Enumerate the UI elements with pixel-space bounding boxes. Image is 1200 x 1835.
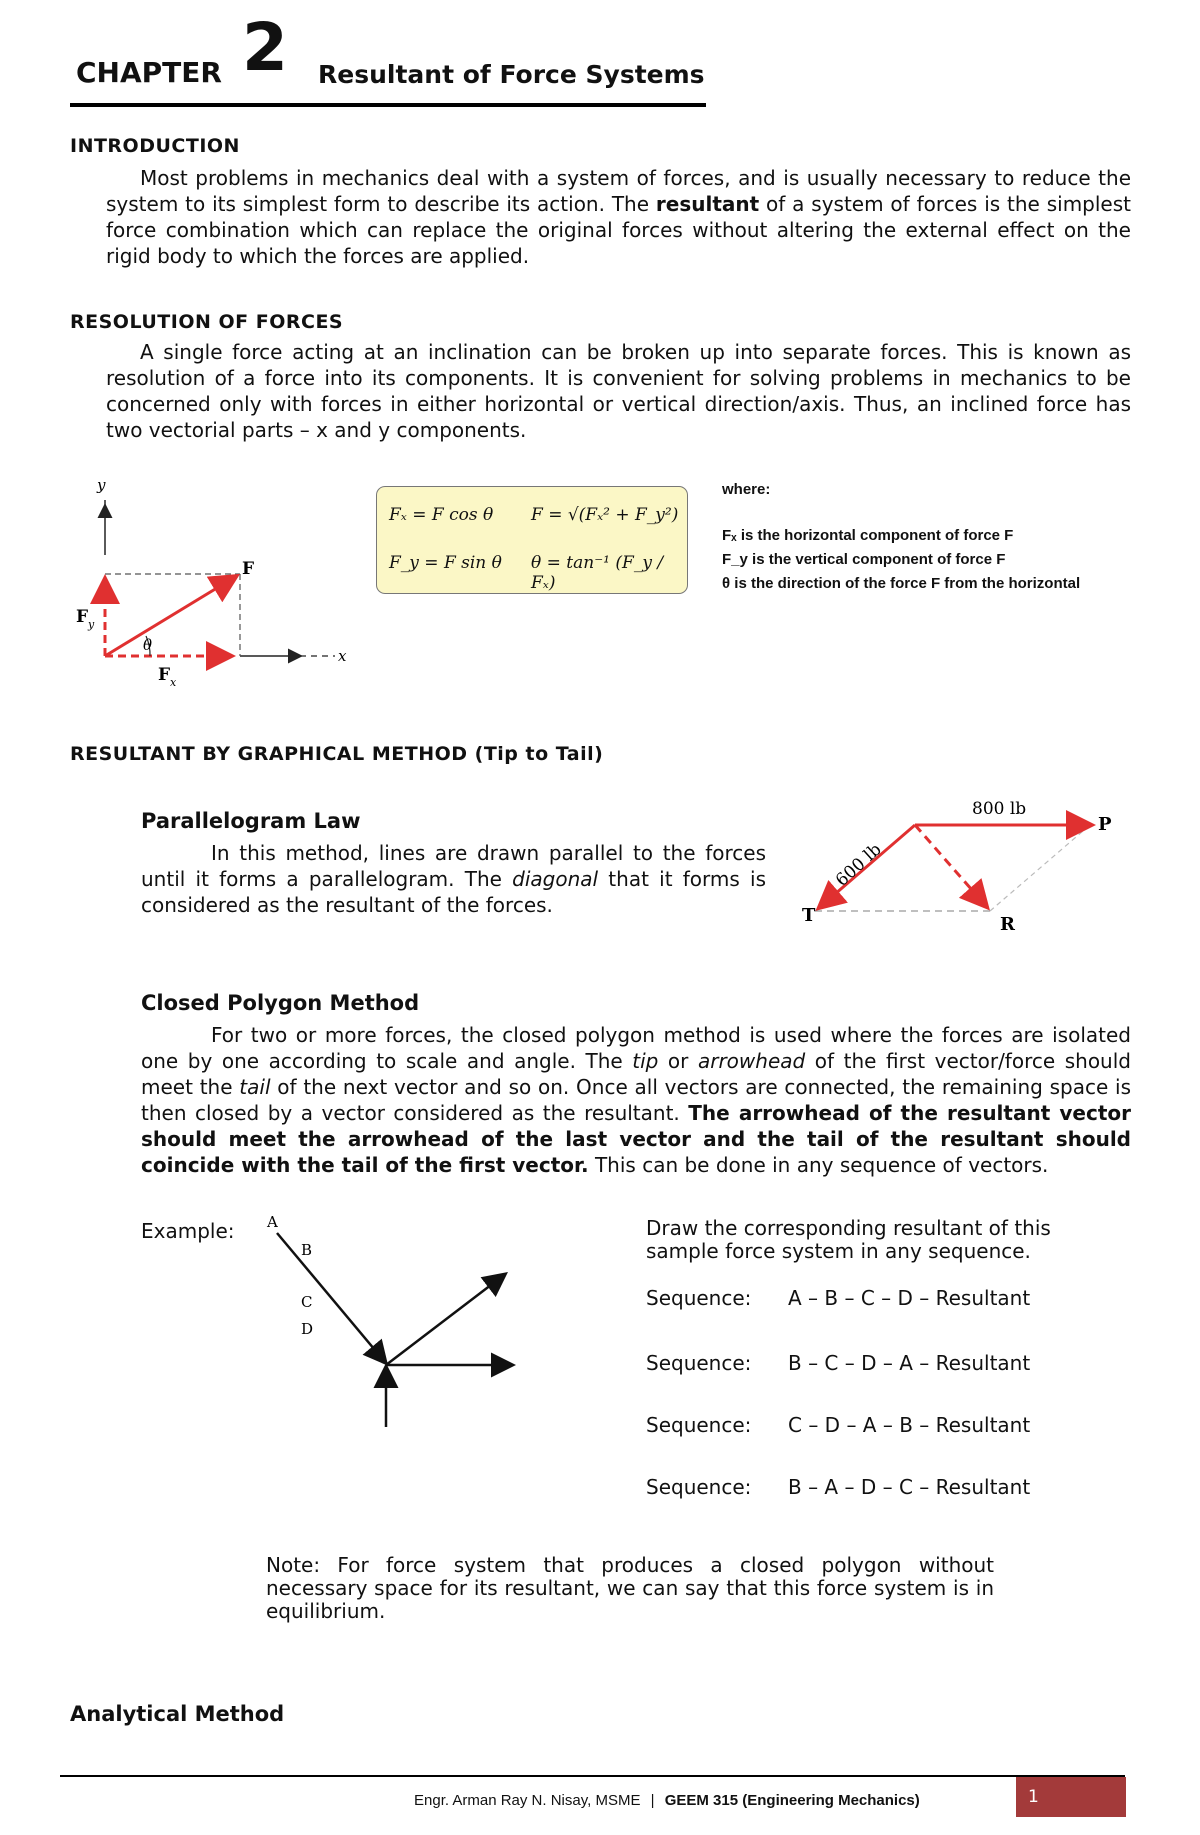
svg-text:y: y <box>88 618 95 631</box>
resolution-diagram <box>70 470 370 690</box>
svg-text:x: x <box>170 676 177 689</box>
label-a: A <box>267 1213 278 1231</box>
sequence-value: A – B – C – D – Resultant <box>788 1286 1031 1310</box>
footer-rule <box>60 1775 1125 1777</box>
vector-b <box>386 1275 504 1365</box>
chapter-word: CHAPTER <box>76 56 222 89</box>
footer-separator: | <box>650 1792 655 1809</box>
force-vector <box>105 577 235 656</box>
header-rule <box>70 103 706 107</box>
polygon-title: Closed Polygon Method <box>141 991 420 1015</box>
intro-heading: INTRODUCTION <box>70 135 240 157</box>
label-d: D <box>301 1320 314 1338</box>
where-line-3: θ is the direction of the force F from the horizontal <box>722 575 1081 592</box>
polygon-text: For two or more forces, the closed polygon method is used where the forces are isolated one by one according to scale and angle. The tip or arrowhead of the first vector/force should meet the tail of the next vector and so on. Once all vectors are connected, the remaining space is then closed by a vector considered as the resultant. The arrowhead of the resultant vector should meet the arrowhead of the last vector and the tail of the resultant should coincide with the tail of the first vector. This can be done in any sequence of vectors. <box>141 1023 1131 1177</box>
resultant-r <box>915 825 986 906</box>
label-b: B <box>301 1241 313 1259</box>
label-r: R <box>1000 914 1015 935</box>
theta-label: θ <box>143 636 153 654</box>
where-line-1: Fₓ is the horizontal component of force F <box>722 527 1014 544</box>
analytical-heading: Analytical Method <box>70 1702 285 1726</box>
fy-label: F <box>76 607 89 627</box>
intro-paragraph: Most problems in mechanics deal with a system of forces, and is usually necessary to reduce the system to its simplest form to describe its action. The resultant of a system of forces is the simplest force combination which can replace the original forces without altering the external effect on the rigid body to which the forces are applied. <box>106 166 1131 268</box>
vector-a <box>277 1233 385 1362</box>
example-label: Example: <box>141 1219 235 1243</box>
graphical-heading: RESULTANT BY GRAPHICAL METHOD (Tip to Tail) <box>70 743 604 765</box>
parallelogram-text: In this method, lines are drawn parallel to the forces until it forms a parallelogram. The diagonal that it forms is considered as the resultant of the forces. <box>141 841 766 917</box>
footer-course: GEEM 315 (Engineering Mechanics) <box>664 1792 920 1809</box>
sequence-value: C – D – A – B – Resultant <box>788 1413 1031 1437</box>
example-instruction: Draw the corresponding resultant of this sample force system in any sequence. <box>646 1216 1051 1263</box>
sequence-row: Sequence: <box>646 1413 752 1437</box>
formula-fy: F_y = F sin θ <box>389 553 502 573</box>
label-600lb: 600 lb <box>831 839 886 891</box>
chapter-title: Resultant of Force Systems <box>318 60 705 89</box>
parallelogram-diagram <box>780 787 1132 935</box>
formula-fx: Fₓ = F cos θ <box>389 505 494 525</box>
label-800lb: 800 lb <box>972 799 1027 819</box>
formula-box <box>376 486 688 594</box>
footer-author: Engr. Arman Ray N. Nisay, MSME <box>414 1792 641 1809</box>
example-diagram <box>255 1205 525 1435</box>
label-c: C <box>301 1293 313 1311</box>
f-label: F <box>242 559 255 579</box>
page-number: 1 <box>1028 1787 1039 1807</box>
fx-label: F <box>158 665 171 685</box>
chapter-number: 2 <box>242 9 288 86</box>
where-block <box>722 478 1080 596</box>
label-p: P <box>1098 814 1112 835</box>
footer-text <box>414 1792 920 1809</box>
sequence-row: Sequence: <box>646 1351 752 1375</box>
sequence-row: Sequence: <box>646 1286 752 1310</box>
sequence-value: B – A – D – C – Resultant <box>788 1475 1031 1499</box>
sequence-value: B – C – D – A – Resultant <box>788 1351 1031 1375</box>
parallelogram-title: Parallelogram Law <box>141 809 361 833</box>
x-axis-label: x <box>338 647 347 665</box>
formula-f: F = √(Fₓ² + F_y²) <box>531 505 679 525</box>
y-axis-label: y <box>97 476 106 494</box>
page-number-box <box>1016 1777 1126 1817</box>
resolution-paragraph: A single force acting at an inclination can be broken up into separate forces. This is known as resolution of a force into its components. It is convenient for solving problems in mechanics to be concerned only with forces in either horizontal or vertical direction/axis. Thus, an inclined force has two vectorial parts – x and y components. <box>106 340 1131 442</box>
resolution-heading: RESOLUTION OF FORCES <box>70 311 344 333</box>
where-line-2: F_y is the vertical component of force F <box>722 551 1006 568</box>
sequence-row: Sequence: <box>646 1475 752 1499</box>
label-t: T <box>802 905 816 926</box>
equilibrium-note: Note: For force system that produces a closed polygon without necessary space for its resultant, we can say that this force system is in equilibrium. <box>266 1553 994 1623</box>
formula-theta: θ = tan⁻¹ (F_y / Fₓ) <box>531 553 664 593</box>
where-title: where: <box>722 481 771 498</box>
